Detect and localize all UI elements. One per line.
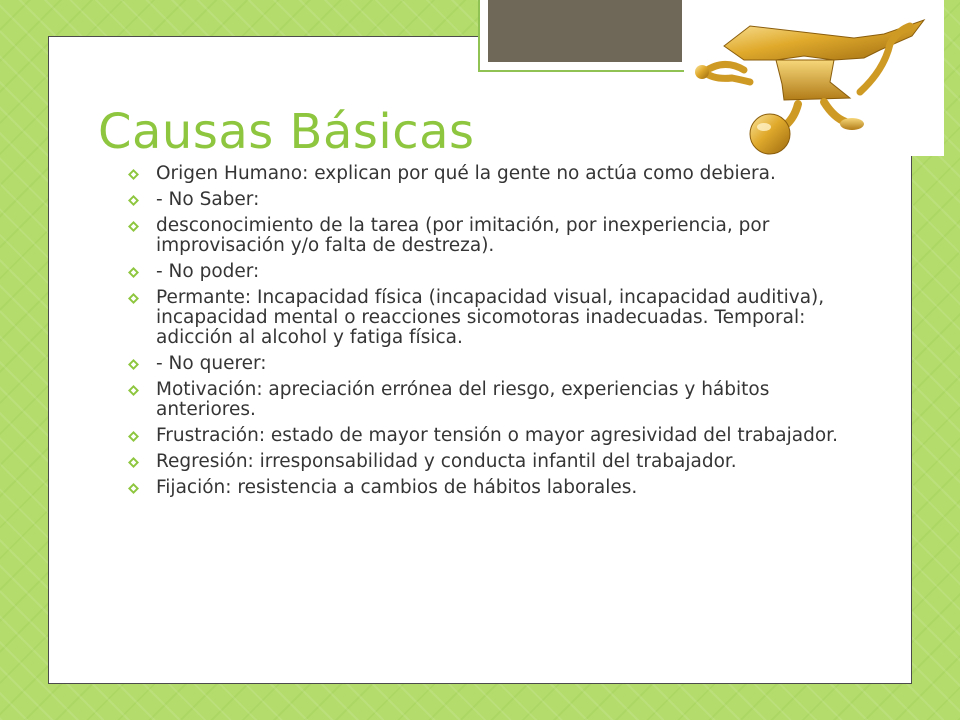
bullet-item	[128, 164, 848, 184]
slide-title: Causas Básicas	[98, 104, 475, 160]
bullet-item	[128, 452, 848, 472]
bullet-text: Motivación: apreciación errónea del riesgo, experiencias y hábitos anteriores.	[156, 379, 770, 420]
bullet-text: Regresión: irresponsabilidad y conducta infantil del trabajador.	[156, 451, 737, 472]
bullet-text: - No Saber:	[156, 189, 260, 210]
bullet-item	[128, 288, 848, 348]
bullet-text: Origen Humano: explican por qué la gente no actúa como debiera.	[156, 163, 776, 184]
golden-figure-carrying-anvil-icon	[684, 0, 944, 156]
anvil-illustration	[684, 0, 944, 156]
bullet-text: - No poder:	[156, 261, 260, 282]
diamond-bullet-icon	[128, 359, 139, 370]
bullet-text: Fijación: resistencia a cambios de hábitos laborales.	[156, 477, 638, 498]
diamond-bullet-icon	[128, 195, 139, 206]
diamond-bullet-icon	[128, 385, 139, 396]
diamond-bullet-icon	[128, 221, 139, 232]
bullet-item	[128, 380, 848, 420]
bullet-item	[128, 478, 848, 498]
diamond-bullet-icon	[128, 431, 139, 442]
bullet-item	[128, 354, 848, 374]
bullet-item	[128, 216, 848, 256]
diamond-bullet-icon	[128, 483, 139, 494]
diamond-bullet-icon	[128, 169, 139, 180]
bullet-item	[128, 426, 848, 446]
accent-box-fill	[488, 0, 682, 62]
diamond-bullet-icon	[128, 267, 139, 278]
accent-box	[478, 0, 692, 72]
bullet-item	[128, 190, 848, 210]
diamond-bullet-icon	[128, 457, 139, 468]
diamond-bullet-icon	[128, 293, 139, 304]
bullet-list	[128, 164, 848, 504]
bullet-text: desconocimiento de la tarea (por imitación, por inexperiencia, por improvisación y/o falta de destreza).	[156, 215, 770, 256]
bullet-text: Frustración: estado de mayor tensión o mayor agresividad del trabajador.	[156, 425, 838, 446]
bullet-text: - No querer:	[156, 353, 267, 374]
bullet-text: Permante: Incapacidad física (incapacidad visual, incapacidad auditiva), incapacidad mental o reacciones sicomotoras inadecuadas. Temporal: adicción al alcohol y fatiga física.	[156, 287, 825, 348]
bullet-item	[128, 262, 848, 282]
